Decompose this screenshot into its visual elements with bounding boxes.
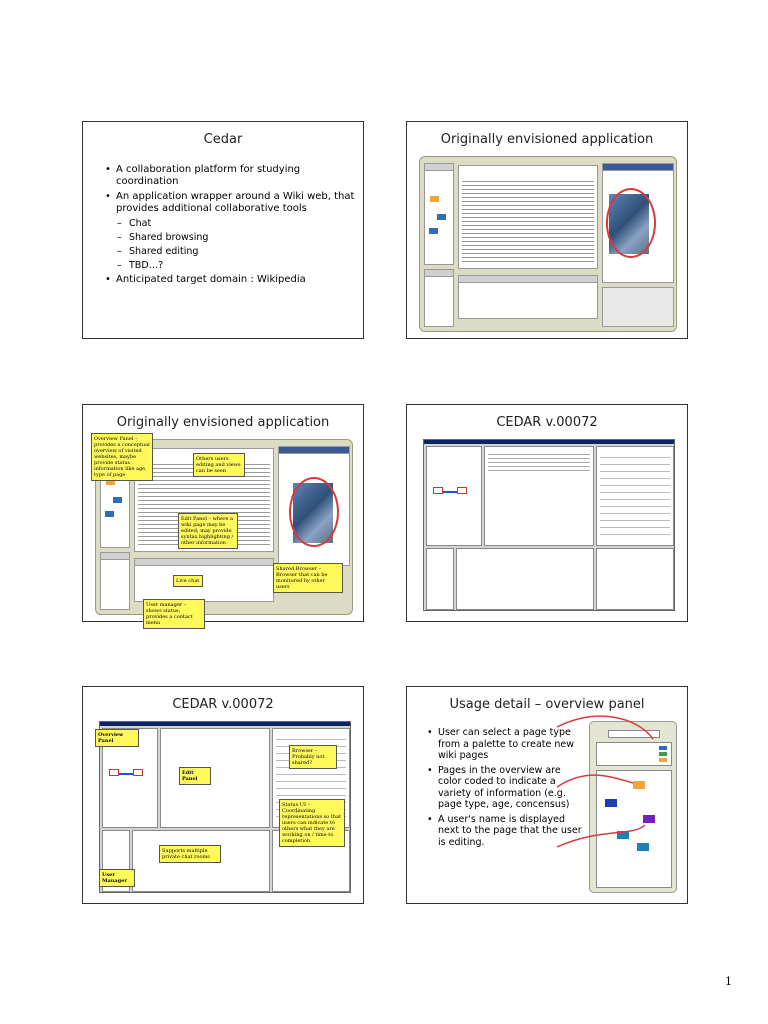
page-node [643, 815, 655, 823]
tool-palette [602, 287, 674, 327]
sub-bullet: – Chat [105, 218, 355, 230]
callout-browser: Browser – Probably not shared? [289, 745, 337, 769]
page-number: 1 [725, 975, 732, 988]
callout-browser: Shared Browser – Browser that can be monitored by other users [273, 563, 343, 593]
callout-users: User manager – shows status; provides a contact menu [143, 599, 205, 629]
bullet-list [427, 727, 587, 851]
page-node [617, 831, 629, 839]
callout-edit: Edit Panel – where a wiki page may be edited; may provide syntax highlighting / other information [178, 513, 238, 549]
edit-panel [458, 165, 598, 269]
highlight-ring [289, 477, 339, 547]
page-type-palette [596, 742, 672, 766]
bullet: • A user's name is displayed next to the page that the user is editing. [427, 814, 587, 849]
bullet: • An application wrapper around a Wiki web, that provides additional collaborative tools [105, 191, 355, 215]
slide-title: CEDAR v.00072 [172, 697, 274, 712]
callout-overview: Overview Panel [95, 729, 139, 747]
callout-chat: Supports multiple private chat rooms [159, 845, 221, 863]
slide-title: Originally envisioned application [440, 132, 654, 147]
page-node [105, 511, 114, 517]
page-node [429, 228, 438, 234]
user-panel [424, 269, 454, 327]
sub-bullet: – TBD…? [105, 260, 355, 272]
page-node [437, 214, 446, 220]
callout-overview: Overview Panel – provides a conceptual overview of visited websites, maybe provide status information like age, type of page [91, 433, 153, 481]
slide-2 [406, 121, 688, 339]
app-mockup [419, 156, 677, 332]
overview-panel [424, 163, 454, 265]
slide-1 [82, 121, 364, 339]
browser-panel [596, 446, 674, 546]
bullet: • A collaboration platform for studying coordination [105, 164, 355, 188]
bullet: • Anticipated target domain : Wikipedia [105, 274, 355, 286]
browser-panel [602, 163, 674, 283]
slide-5 [82, 686, 364, 904]
overview-panel [426, 446, 482, 546]
bullet-list [105, 164, 355, 289]
page-node [430, 196, 439, 202]
callout-chat: Live chat [173, 575, 203, 587]
cedar-window [423, 439, 675, 611]
bullet: • User can select a page type from a palette to create new wiki pages [427, 727, 587, 762]
bullet: • Pages in the overview are color coded to indicate a variety of information (e.g. page type, age, concensus) [427, 765, 587, 811]
slide-title: Cedar [203, 132, 243, 147]
overview-canvas [596, 770, 672, 888]
sub-bullet: – Shared browsing [105, 232, 355, 244]
page-node [637, 843, 649, 851]
highlight-ring [606, 188, 656, 258]
callout-edit: Edit Panel [179, 767, 211, 785]
callout-others: Others users editing and views can be seen [193, 453, 245, 477]
status-panel [596, 548, 674, 610]
slide-3 [82, 404, 364, 626]
slide-4 [406, 404, 688, 622]
sub-bullet: – Shared editing [105, 246, 355, 258]
chat-panel [134, 558, 274, 602]
slide-title: Usage detail – overview panel [449, 697, 645, 712]
slide-title: Originally envisioned application [116, 415, 330, 430]
slide-title: CEDAR v.00072 [496, 415, 598, 430]
page-node [633, 781, 645, 789]
slide-6 [406, 686, 688, 904]
callout-status: Status UI – Coordinating representations so that users can indicate to others what they are working on / time to completion [279, 799, 345, 847]
edit-panel [160, 728, 270, 828]
page-node [113, 497, 122, 503]
chat-panel [458, 275, 598, 319]
panel-header [608, 730, 660, 738]
user-panel [426, 548, 454, 610]
chat-panel [456, 548, 594, 610]
edit-panel [484, 446, 594, 546]
browser-panel [278, 446, 350, 566]
user-panel [100, 552, 130, 610]
page-node [605, 799, 617, 807]
callout-users: User Manager [99, 869, 135, 887]
overview-panel-zoom [589, 721, 677, 893]
